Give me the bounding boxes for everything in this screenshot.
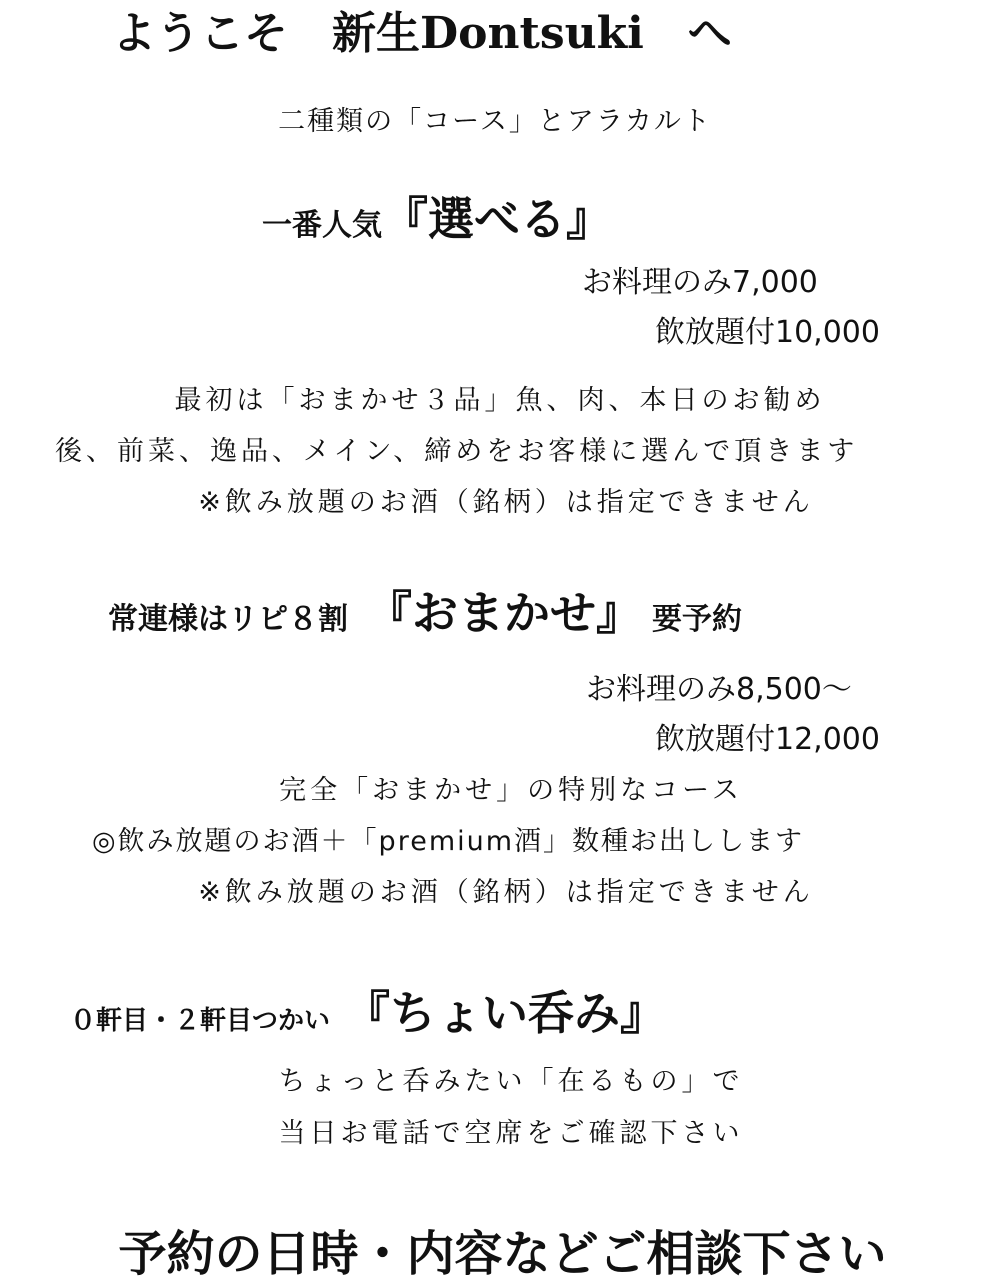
course-tagline: ０軒目・２軒目つかい (70, 1006, 331, 1036)
page-title: ようこそ 新生Dontsuki へ (112, 8, 732, 59)
course-name: 『ちょい呑み』 (344, 986, 667, 1040)
reservation-footer: 予約の日時・内容などご相談下さい (118, 1226, 887, 1282)
course-note: ※飲み放題のお酒（銘柄）は指定できません (198, 487, 814, 518)
price-with-drinks: 飲放題付12,000 (655, 722, 880, 757)
course-name: 『おまかせ』 (366, 586, 642, 640)
course-name: 『選べる』 (382, 192, 612, 246)
course-note: ※飲み放題のお酒（銘柄）は指定できません (198, 877, 814, 908)
course-heading-choinomi (70, 986, 667, 1040)
course-description-line: 最初は「おまかせ３品」魚、肉、本日のお勧め (174, 385, 826, 416)
course-description-line: ちょっと呑みたい「在るもの」で (278, 1066, 744, 1097)
course-heading-erabeRu (262, 192, 612, 246)
course-description-line: 後、前菜、逸品、メイン、締めをお客様に選んで頂きます (55, 436, 859, 467)
course-heading-omakase (108, 586, 742, 640)
price-with-drinks: 飲放題付10,000 (655, 315, 880, 350)
course-tagline: 一番人気 (262, 208, 382, 243)
price-food-only: お料理のみ7,000 (582, 265, 818, 300)
course-description-line: 当日お電話で空席をご確認下さい (278, 1118, 744, 1149)
reservation-required-label: 要予約 (652, 602, 742, 637)
price-food-only: お料理のみ8,500～ (586, 672, 852, 707)
course-tagline: 常連様はリピ８割 (108, 602, 348, 637)
page-subtitle: 二種類の「コース」とアラカルト (278, 106, 712, 137)
course-description-line: ◎飲み放題のお酒＋「premium酒」数種お出しします (92, 826, 805, 857)
course-description-line: 完全「おまかせ」の特別なコース (279, 775, 743, 806)
